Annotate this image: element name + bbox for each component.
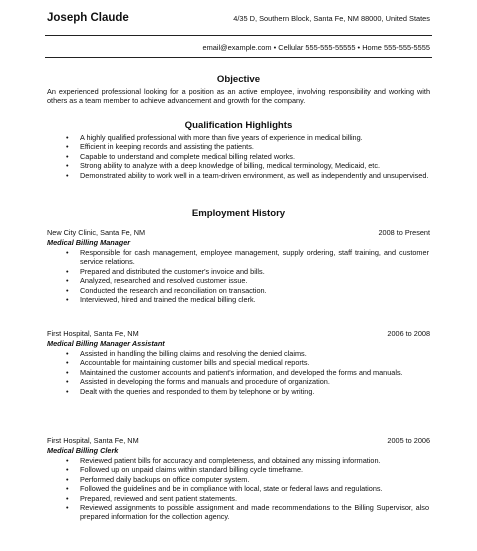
list-item: • Performed daily backups on office computer system. — [66, 475, 429, 484]
address-line: 4/35 D, Southern Block, Santa Fe, NM 88000, United States — [233, 14, 430, 23]
list-item: • Interviewed, hired and trained the medical billing clerk. — [66, 295, 429, 304]
job-title: Medical Billing Clerk — [47, 445, 119, 455]
list-item: • A highly qualified professional with more than five years of experience in medical billing. — [66, 133, 429, 142]
qualifications-list — [66, 133, 429, 180]
employment-heading: Employment History — [191, 208, 286, 219]
list-item: • Accountable for maintaining customer bills and special medical reports. — [66, 358, 429, 367]
list-item: • Reviewed patient bills for accuracy and completeness, and obtained any missing information. — [66, 456, 429, 465]
objective-text: An experienced professional looking for a position as an active employee, involving responsibility and working with others as a team member to achieve advancement and growth for the company. — [47, 87, 430, 106]
candidate-name: Joseph Claude — [47, 12, 129, 24]
header-rule-bottom — [45, 57, 432, 58]
job-title: Medical Billing Manager Assistant — [47, 338, 165, 348]
list-item: • Assisted in handling the billing claims and resolving the denied claims. — [66, 349, 429, 358]
list-item: • Strong ability to analyze with a deep knowledge of billing, medical terminology, Medicaid, etc. — [66, 161, 429, 170]
job-dates: 2005 to 2006 — [387, 436, 430, 445]
list-item: • Demonstrated ability to work well in a team-driven environment, as well as independently and unsupervised. — [66, 171, 429, 180]
list-item: • Prepared, reviewed and sent patient statements. — [66, 494, 429, 503]
list-item: • Responsible for cash management, employee management, supply ordering, staff training, and customer service relations. — [66, 248, 429, 267]
job-employer: First Hospital, Santa Fe, NM — [47, 329, 139, 338]
job-duties-list — [66, 349, 429, 396]
list-item: • Conducted the research and reconciliation on transaction. — [66, 286, 429, 295]
contact-line: email@example.com • Cellular 555-555-55555 • Home 555-555-5555 — [202, 43, 430, 52]
job-duties-list — [66, 248, 429, 304]
list-item: • Dealt with the queries and responded to them by telephone or by writing. — [66, 387, 429, 396]
list-item: • Followed the guidelines and be in compliance with local, state or federal laws and regulations. — [66, 484, 429, 493]
job-dates: 2008 to Present — [378, 228, 430, 237]
list-item: • Prepared and distributed the customer's invoice and bills. — [66, 267, 429, 276]
job-employer: First Hospital, Santa Fe, NM — [47, 436, 139, 445]
list-item: • Assisted in developing the forms and manuals and procedure of organization. — [66, 377, 429, 386]
job-dates: 2006 to 2008 — [387, 329, 430, 338]
list-item: • Efficient in keeping records and assisting the patients. — [66, 142, 429, 151]
job-duties-list — [66, 456, 429, 522]
qualifications-heading: Qualification Highlights — [184, 120, 293, 131]
list-item: • Capable to understand and complete medical billing related works. — [66, 152, 429, 161]
list-item: • Followed up on unpaid claims within standard billing cycle timeframe. — [66, 465, 429, 474]
list-item: • Analyzed, researched and resolved customer issue. — [66, 276, 429, 285]
list-item: • Maintained the customer accounts and patient's information, and developed the forms and manuals. — [66, 368, 429, 377]
objective-heading: Objective — [216, 74, 261, 85]
job-title: Medical Billing Manager — [47, 237, 131, 247]
job-employer: New City Clinic, Santa Fe, NM — [47, 228, 146, 237]
header-rule-top — [45, 35, 432, 36]
list-item: • Reviewed assignments to possible assignment and made recommendations to the Billing Supervisor, also prepared information for the collection agency. — [66, 503, 429, 522]
